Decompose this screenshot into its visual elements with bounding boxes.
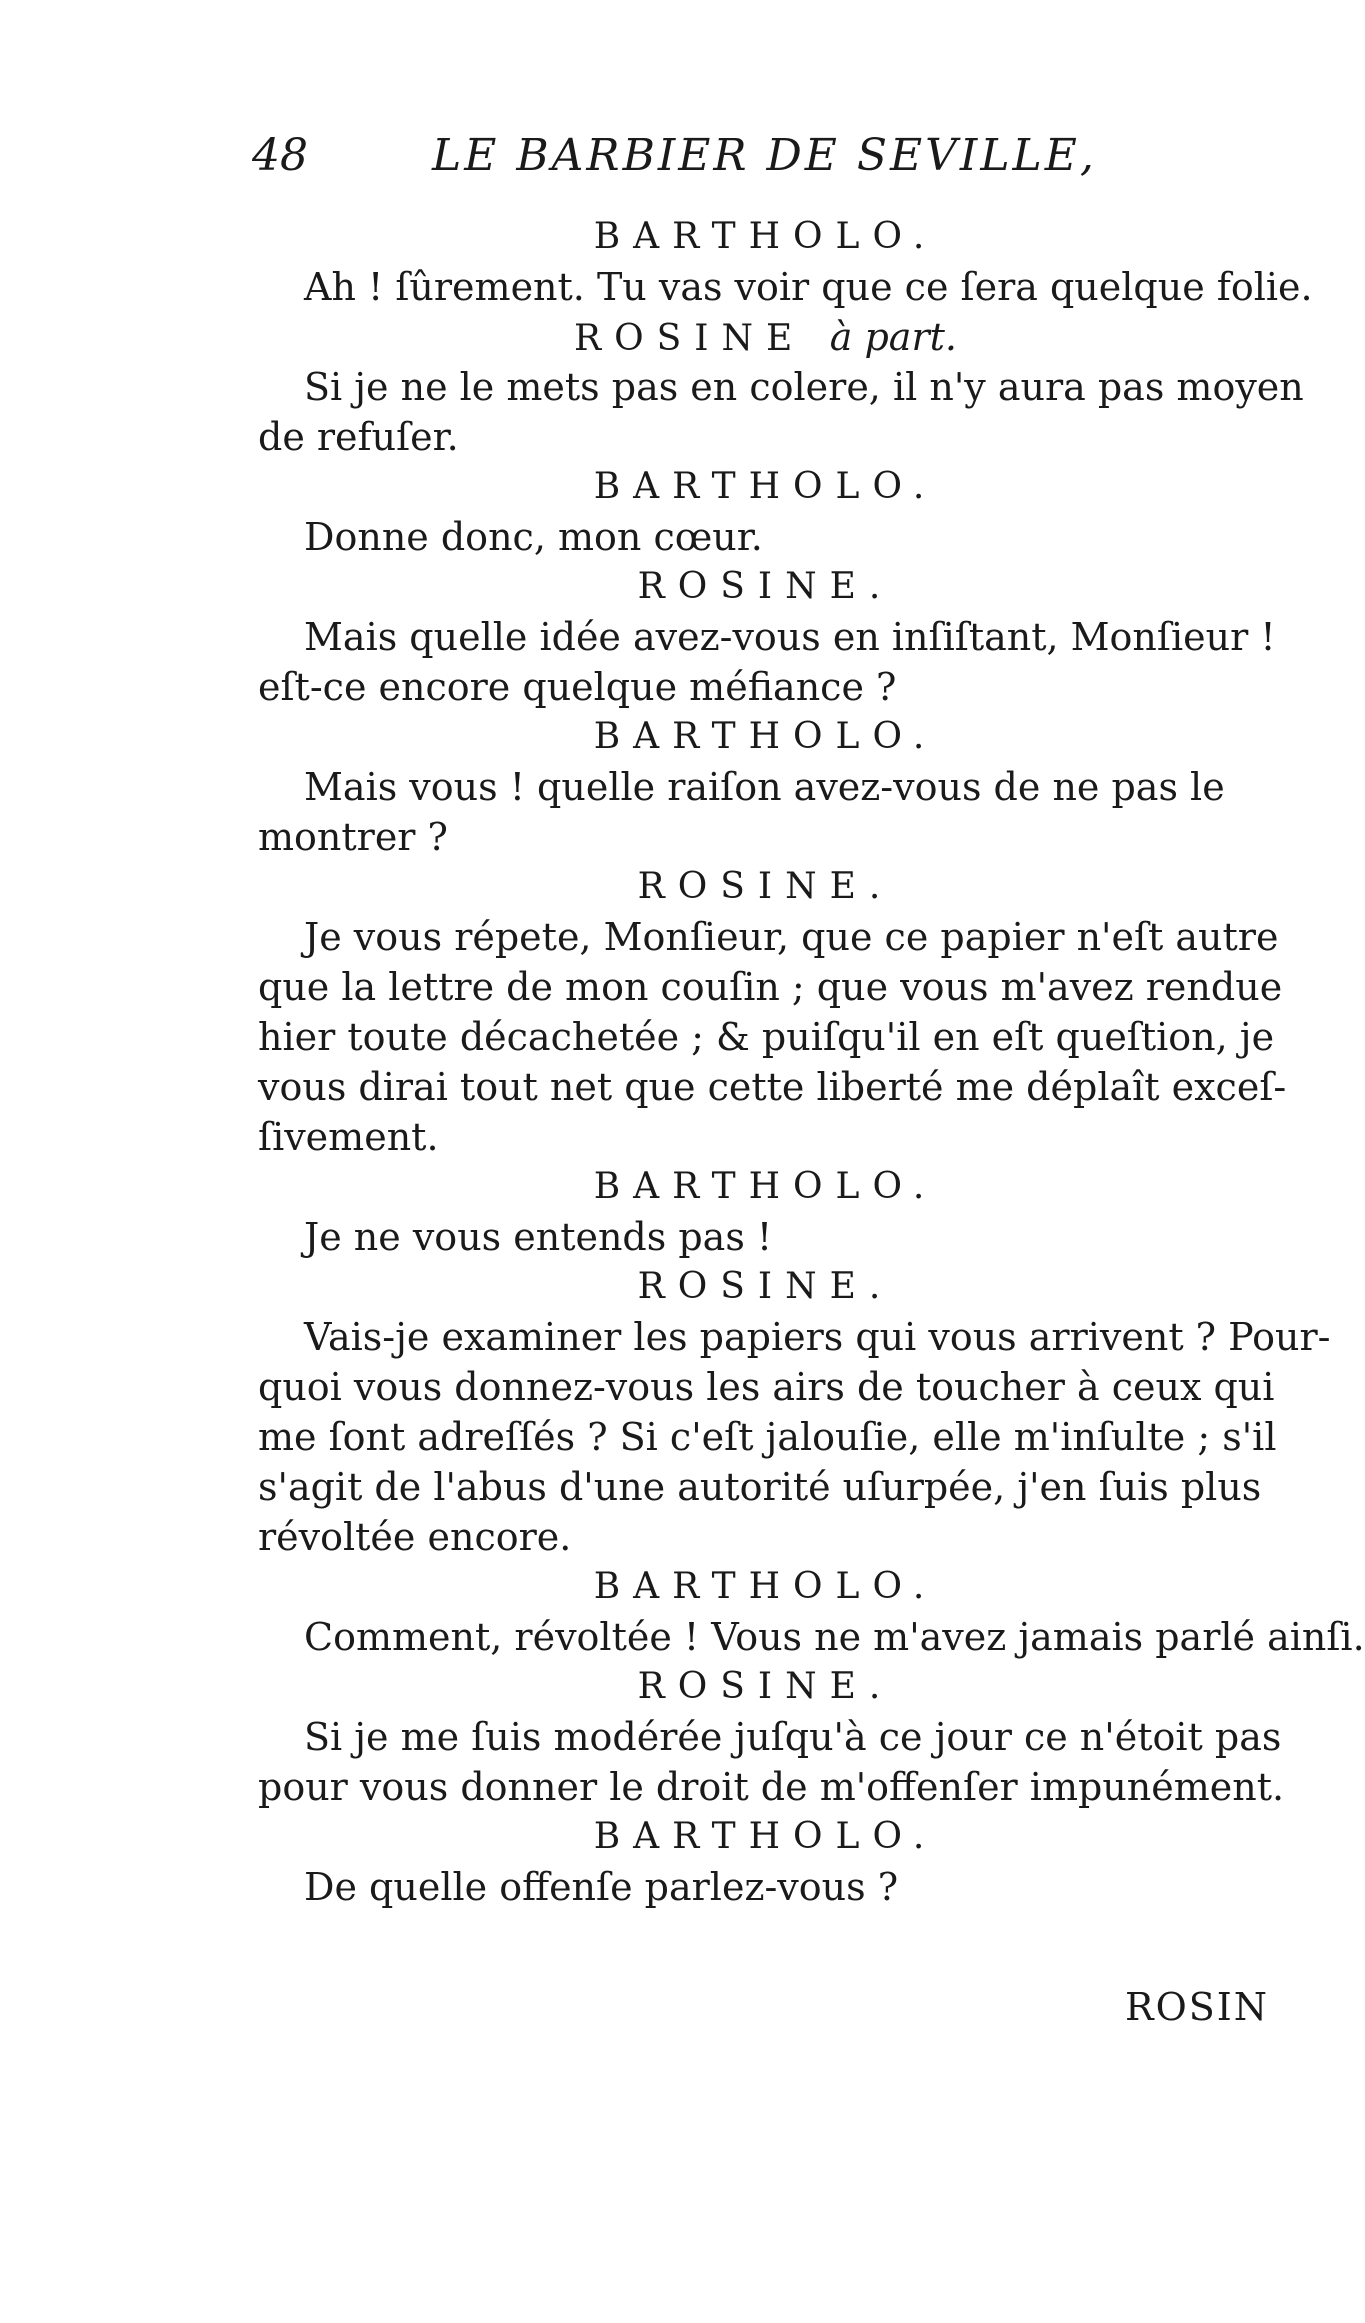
speech-text — [258, 1312, 1331, 1562]
speaker-name — [258, 1262, 1233, 1312]
speech-line: hier toute décachetée ; & puiſqu'il en eſt queſtion, je — [258, 1015, 1275, 1059]
speech-line: vous dirai tout net que cette liberté me déplaît exceſ- — [258, 1065, 1287, 1109]
speaker-name — [258, 862, 1233, 912]
speaker-label: BARTHOLO. — [593, 1566, 938, 1607]
speech-line: Ah ! ſûrement. Tu vas voir que ce ſera quelque folie. — [304, 265, 1313, 309]
speech-line: Si je me ſuis modérée juſqu'à ce jour ce n'étoit pas — [304, 1715, 1282, 1759]
speaker-name — [258, 212, 1233, 262]
speech-line: Mais quelle idée avez-vous en inſiſtant, Monſieur ! — [304, 615, 1276, 659]
speech-text — [258, 512, 1233, 562]
speech-text — [258, 912, 1287, 1162]
catchword: ROSIN — [1125, 1985, 1270, 2029]
speaker-name — [258, 562, 1233, 612]
speech-line: Je ne vous entends pas ! — [304, 1215, 773, 1259]
page-header — [252, 118, 1212, 198]
speech-line: Vais-je examiner les papiers qui vous arrivent ? Pour- — [304, 1315, 1331, 1359]
speaker-label: ROSINE — [574, 318, 806, 359]
speech-line: que la lettre de mon couſin ; que vous m'avez rendue — [258, 965, 1283, 1009]
speech-line: ſivement. — [258, 1115, 439, 1159]
speech-line: pour vous donner le droit de m'offenſer impunément. — [258, 1765, 1285, 1809]
speaker-label: BARTHOLO. — [593, 1816, 938, 1857]
speech-text — [258, 1712, 1285, 1812]
speaker-name — [258, 1162, 1233, 1212]
speaker-name — [258, 1812, 1233, 1862]
speaker-label: BARTHOLO. — [593, 466, 938, 507]
page-number: 48 — [252, 130, 308, 181]
speech-line: révoltée encore. — [258, 1515, 572, 1559]
speech-line: me ſont adreſſés ? Si c'eſt jalouſie, elle m'inſulte ; s'il — [258, 1415, 1277, 1459]
speech-line: Comment, révoltée ! Vous ne m'avez jamais parlé ainſi. — [304, 1615, 1365, 1659]
dialogue-text — [258, 212, 1365, 1912]
speaker-name — [258, 1662, 1233, 1712]
speech-line: quoi vous donnez-vous les airs de toucher à ceux qui — [258, 1365, 1275, 1409]
running-title: LE BARBIER DE SEVILLE, — [432, 130, 1097, 181]
speech-text — [258, 362, 1304, 462]
speech-line: Si je ne le mets pas en colere, il n'y aura pas moyen — [304, 365, 1304, 409]
speaker-name — [258, 462, 1233, 512]
speech-text — [258, 1612, 1365, 1662]
speaker-label: BARTHOLO. — [593, 216, 938, 257]
speech-line: de refuſer. — [258, 415, 459, 459]
speech-text — [258, 1212, 1233, 1262]
speech-line: eſt-ce encore quelque méfiance ? — [258, 665, 897, 709]
speaker-name — [258, 312, 1233, 362]
speaker-label: ROSINE. — [637, 566, 894, 607]
speaker-name — [258, 712, 1233, 762]
speech-line: Donne donc, mon cœur. — [304, 515, 763, 559]
speaker-label: BARTHOLO. — [593, 1166, 938, 1207]
speech-line: Je vous répete, Monſieur, que ce papier n'eſt autre — [304, 915, 1279, 959]
speech-line: montrer ? — [258, 815, 448, 859]
speaker-label: ROSINE. — [637, 1666, 894, 1707]
speech-text — [258, 262, 1313, 312]
stage-direction: à part. — [829, 315, 957, 359]
speaker-label: BARTHOLO. — [593, 716, 938, 757]
speech-text — [258, 612, 1276, 712]
speaker-label: ROSINE. — [637, 1266, 894, 1307]
speech-line: s'agit de l'abus d'une autorité uſurpée, j'en ſuis plus — [258, 1465, 1262, 1509]
speech-line: Mais vous ! quelle raiſon avez-vous de ne pas le — [304, 765, 1225, 809]
speaker-label: ROSINE. — [637, 866, 894, 907]
speech-text — [258, 762, 1233, 862]
speaker-name — [258, 1562, 1233, 1612]
speech-line: De quelle offenſe parlez-vous ? — [304, 1865, 899, 1909]
speech-text — [258, 1862, 1233, 1912]
